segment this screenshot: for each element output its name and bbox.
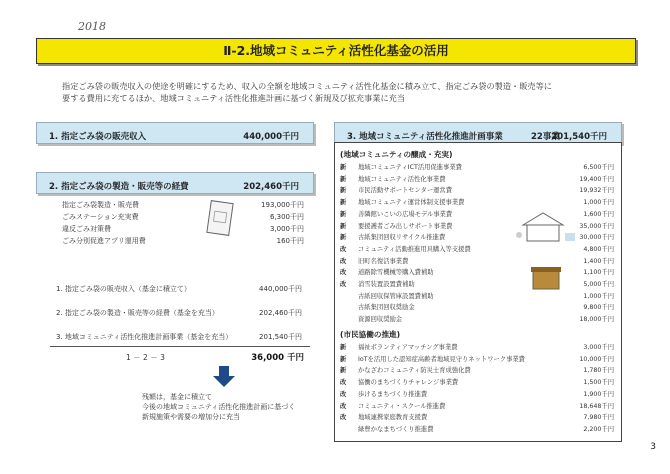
project-name: IoTを活用した認知症高齢者地域見守りネットワーク事業費 <box>358 355 525 363</box>
project-tag: 新 <box>340 199 347 207</box>
cost-name: 指定ごみ袋製造・販売費 <box>62 201 139 209</box>
project-tag: 改 <box>340 414 347 422</box>
project-name: 緑豊かなまちづくり推進費 <box>358 425 434 433</box>
project-tag: 改 <box>340 245 347 253</box>
project-name: 地域連携家庭教育支援費 <box>358 414 428 422</box>
project-row <box>340 354 616 365</box>
project-row <box>340 174 616 185</box>
recycling-bin-illustration <box>531 263 561 291</box>
project-amount: 1,500千円 <box>583 379 614 387</box>
cost-value: 6,300千円 <box>269 213 304 221</box>
project-name: 資源回収奨励金 <box>358 316 403 324</box>
remainder-line: 今後の地域コミュニティ活性化推進計画に基づく <box>142 403 296 411</box>
project-amount: 18,648千円 <box>579 402 614 410</box>
project-name: 道路除雪機械等購入費補助 <box>358 269 434 277</box>
project-amount: 1,000千円 <box>583 199 614 207</box>
project-name: 地域コミュニティ運営体制支援事業費 <box>358 199 465 207</box>
plan-label: 3. 地域コミュニティ活性化推進計画事業 <box>347 132 503 142</box>
project-tag: 改 <box>340 379 347 387</box>
cost-name: 違反ごみ対策費 <box>62 225 111 233</box>
project-amount: 1,400千円 <box>583 257 614 265</box>
plan-projects-box <box>334 122 622 144</box>
project-amount: 19,400千円 <box>579 175 614 183</box>
project-row <box>340 291 616 302</box>
remainder-note <box>142 392 295 422</box>
summary-value: 440,000千円 <box>259 285 302 293</box>
project-row <box>340 302 616 313</box>
project-row <box>340 279 616 290</box>
revenue-label: 1. 指定ごみ袋の販売収入 <box>49 132 147 142</box>
project-tag: 新 <box>340 164 347 171</box>
project-row <box>340 314 616 325</box>
project-name: 消雪装置設置費補助 <box>358 281 415 288</box>
project-amount: 19,932千円 <box>579 187 614 195</box>
summary-row: 1. 指定ごみ袋の販売収入（基金に積立て） <box>56 285 191 293</box>
project-name: 古紙集団回収奨励金 <box>358 304 415 312</box>
garbage-bag-illustration <box>206 200 236 238</box>
project-tag: 改 <box>340 281 347 288</box>
balance-amount: 36,000 千円 <box>251 353 304 363</box>
page-title: Ⅱ-2.地域コミュニティ活性化基金の活用 <box>36 38 636 64</box>
project-name: 地域コミュニティICT活用促進事業費 <box>358 164 462 171</box>
project-tag: 改 <box>340 390 347 398</box>
project-row <box>340 412 616 423</box>
project-name: 古紙集団回収リサイクル推進費 <box>358 234 446 242</box>
intro-line: 指定ごみ袋の販売収入の使途を明確にするため、収入の全額を地域コミュニティ活性化基金に積み立て、指定ごみ袋の製造・販売等に <box>62 81 552 91</box>
cost-name: ごみステーション充実費 <box>62 213 139 221</box>
project-row <box>340 342 616 353</box>
project-name: 善隣館いこいの広場モデル事業費 <box>358 210 453 218</box>
project-tag: 新 <box>340 355 347 363</box>
cost-row <box>62 224 111 234</box>
project-name: 旧町名復活事業費 <box>358 257 409 265</box>
plan-count: 22事業 <box>531 132 560 142</box>
project-row <box>340 185 616 196</box>
project-amount: 30,000千円 <box>579 234 614 242</box>
summary-row: 3. 地域コミュニティ活性化推進計画事業（基金を充当） <box>56 333 233 341</box>
cost-row <box>62 236 146 246</box>
project-tag: 改 <box>340 257 347 265</box>
project-tag: 新 <box>340 187 347 195</box>
project-amount: 18,000千円 <box>579 316 614 324</box>
project-name: コミュニティ・スクール推進費 <box>358 402 446 410</box>
down-arrow-icon <box>212 366 236 388</box>
project-amount: 7,980千円 <box>583 414 614 422</box>
revenue-box <box>36 122 314 144</box>
project-name: 地域コミュニティ活性化事業費 <box>358 175 446 183</box>
project-row <box>340 377 616 388</box>
project-tag: 改 <box>340 269 347 277</box>
intro-text <box>62 80 622 104</box>
project-row <box>340 244 616 255</box>
handwritten-year: 2018 <box>78 20 106 33</box>
project-tag: 新 <box>340 175 347 183</box>
summary-divider <box>50 346 310 347</box>
cost-row <box>62 200 139 210</box>
section-community: (地域コミュニティの醸成・充実) <box>340 150 453 159</box>
project-tag: 改 <box>340 402 347 410</box>
project-tag: 新 <box>340 344 347 351</box>
cost-label: 2. 指定ごみ袋の製造・販売等の経費 <box>49 182 189 192</box>
project-amount: 10,000千円 <box>579 355 614 363</box>
cost-name: ごみ分別促進アプリ運用費 <box>62 237 146 245</box>
project-amount: 1,600千円 <box>583 210 614 218</box>
project-name: コミュニティ活動推進用具購入等支援費 <box>358 245 471 253</box>
page-number: 3 <box>650 442 656 452</box>
cost-row <box>62 212 139 222</box>
summary-value: 201,540千円 <box>259 333 302 341</box>
project-tag: 新 <box>340 367 347 375</box>
project-amount: 6,500千円 <box>583 164 614 171</box>
project-amount: 3,000千円 <box>583 344 614 351</box>
project-row <box>340 197 616 208</box>
cost-value: 160千円 <box>276 237 304 245</box>
section-collaboration: (市民協働の推進) <box>340 330 401 339</box>
plan-project-list <box>334 142 622 442</box>
remainder-line: 新規施策や需要の増加分に充当 <box>142 413 240 421</box>
revenue-amount: 440,000千円 <box>243 132 299 142</box>
project-amount: 9,800千円 <box>583 304 614 312</box>
project-tag: 新 <box>340 222 347 230</box>
house-illustration <box>515 211 577 245</box>
project-name: かなざわコミュニティ防災士育成強化費 <box>358 367 471 375</box>
project-row <box>340 401 616 412</box>
project-row <box>340 424 616 435</box>
project-amount: 4,800千円 <box>583 245 614 253</box>
cost-value: 3,000千円 <box>269 225 304 233</box>
project-name: 市民活動サポートセンター運営費 <box>358 187 453 195</box>
project-name: 古紙回収保管庫設置費補助 <box>358 292 434 300</box>
summary-value: 202,460千円 <box>259 309 302 317</box>
project-tag: 新 <box>340 210 347 218</box>
plan-amount: 201,540千円 <box>551 132 607 142</box>
project-amount: 2,200千円 <box>583 425 614 433</box>
project-name: 福祉ボランティアマッチング事業費 <box>358 344 458 351</box>
project-tag: 新 <box>340 234 347 242</box>
project-amount: 5,000千円 <box>583 281 614 288</box>
project-amount: 1,780千円 <box>583 367 614 375</box>
project-amount: 1,900千円 <box>583 390 614 398</box>
formula: 1 － 2 － 3 <box>126 353 165 362</box>
project-row <box>340 256 616 267</box>
project-row <box>340 389 616 400</box>
project-name: 歩けるまちづくり推進費 <box>358 390 428 398</box>
intro-line: 要する費用に充てるほか、地域コミュニティ活性化推進計画に基づく新規及び拡充事業に充当 <box>62 93 406 103</box>
project-row <box>340 365 616 376</box>
project-amount: 1,000千円 <box>583 292 614 300</box>
project-row <box>340 162 616 173</box>
project-amount: 1,100千円 <box>583 269 614 277</box>
cost-amount: 202,460千円 <box>243 182 299 192</box>
project-row <box>340 267 616 278</box>
remainder-line: 残額は，基金に積立て <box>142 393 212 401</box>
cost-box <box>36 172 314 194</box>
cost-value: 193,000千円 <box>261 201 304 209</box>
project-name: 要援護者ごみ出しサポート事業費 <box>358 222 453 230</box>
summary-row: 2. 指定ごみ袋の製造・販売等の経費（基金を充当） <box>56 309 219 317</box>
project-name: 協働のまちづくりチャレンジ事業費 <box>358 379 459 387</box>
project-amount: 35,000千円 <box>579 222 614 230</box>
